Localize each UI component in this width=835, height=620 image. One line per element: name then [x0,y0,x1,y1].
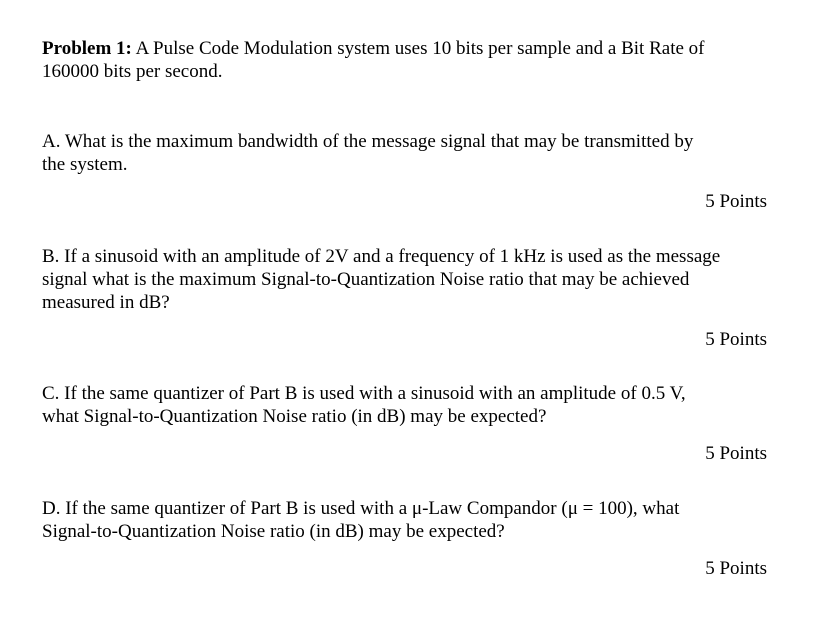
problem-statement [42,37,767,83]
part-b-line-2: signal what is the maximum Signal-to-Quantization Noise ratio that may be achieved [42,269,690,290]
part-b-points: 5 Points [705,329,767,350]
part-d-line-1: D. If the same quantizer of Part B is used with a μ-Law Compandor (μ = 100), what [42,498,680,519]
part-b-line-3: measured in dB? [42,292,170,313]
part-d-points: 5 Points [705,558,767,579]
part-a-line-2: the system. [42,154,128,175]
part-a-line-1: A. What is the maximum bandwidth of the message signal that may be transmitted by [42,131,694,152]
part-c-line-1: C. If the same quantizer of Part B is used with a sinusoid with an amplitude of 0.5 V, [42,383,686,404]
part-c-points: 5 Points [705,443,767,464]
problem-text-1: A Pulse Code Modulation system uses 10 bits per sample and a Bit Rate of [135,38,705,59]
part-d [42,497,767,580]
problem-label: Problem 1: [42,38,132,59]
part-a-points: 5 Points [705,191,767,212]
part-b [42,245,767,351]
problem-line-2: 160000 bits per second. [42,61,223,82]
part-a [42,130,767,213]
part-b-line-1: B. If a sinusoid with an amplitude of 2V and a frequency of 1 kHz is used as the message [42,246,721,267]
part-d-line-2: Signal-to-Quantization Noise ratio (in dB) may be expected? [42,521,505,542]
part-c [42,382,767,465]
part-c-line-2: what Signal-to-Quantization Noise ratio (in dB) may be expected? [42,406,547,427]
problem-line-1 [42,37,767,60]
